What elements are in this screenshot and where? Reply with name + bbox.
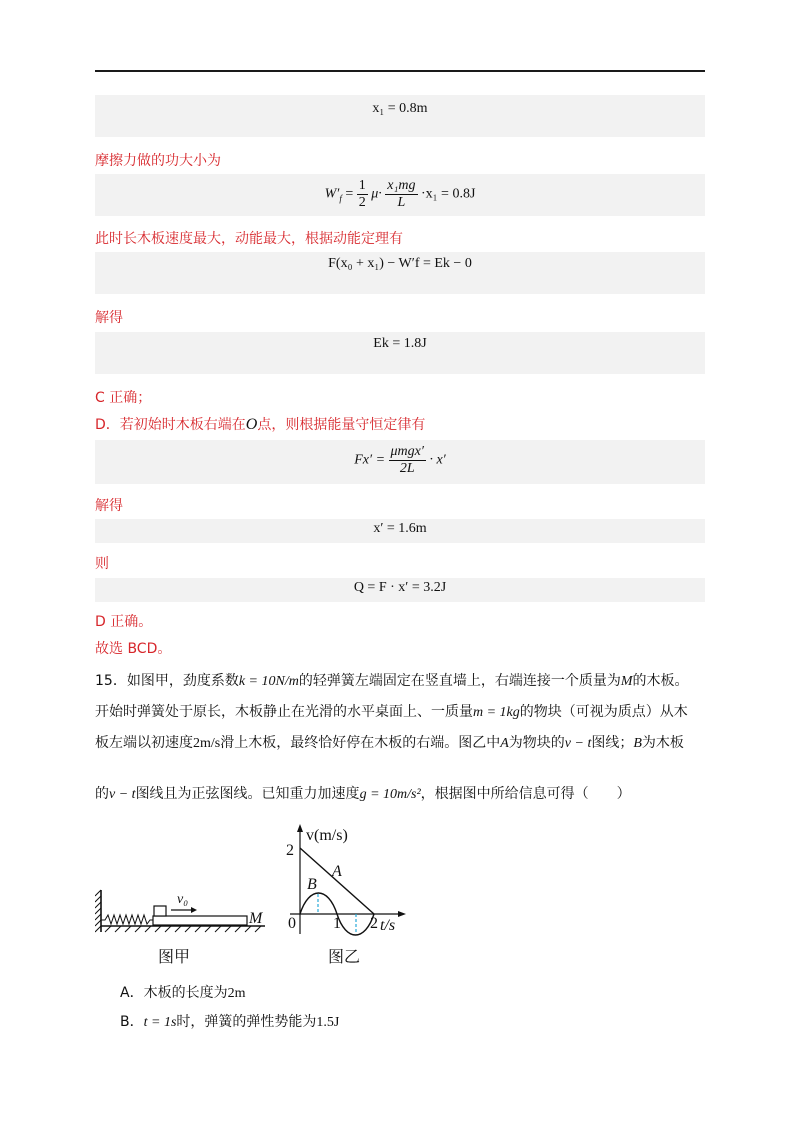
caption-fig-b: 图乙 [328, 947, 361, 966]
block [154, 906, 166, 916]
tick-x-1: 1 [333, 915, 341, 932]
problem-line-2: 开始时弹簧处于原长，木板静止在光滑的水平桌面上、一质量m = 1kg的物块（可视为质点）从木 [95, 704, 688, 720]
tick-origin: 0 [288, 915, 296, 932]
header-rule [95, 70, 705, 72]
tick-x-2: 2 [370, 915, 378, 932]
problem-line-1: 15．如图甲，劲度系数k = 10N/m的轻弹簧左端固定在竖直墙上，右端连接一个质量为M的木板。 [95, 673, 689, 689]
text-d-intro: D．若初始时木板右端在O点，则根据能量守恒定律有 [95, 416, 426, 433]
label-v0: v₀ [177, 892, 189, 907]
velocity-arrowhead [191, 907, 197, 913]
table-hatch [105, 926, 261, 932]
label-M: M [249, 910, 263, 927]
equation-energy: F(x₀ + x₁) − W′f = Ek − 0 [328, 256, 472, 271]
x-axis-arrow [398, 911, 406, 917]
problem-line-4: 的v − t图线且为正弦图线。已知重力加速度g = 10m/s²，根据图中所给信息可得（ ） [95, 786, 631, 802]
equation-box [95, 578, 705, 602]
equation-ek: Ek = 1.8J [373, 336, 427, 351]
text-solve: 解得 [95, 498, 123, 514]
equation-box [95, 95, 705, 137]
caption-fig-a: 图甲 [158, 947, 191, 966]
equation-x1: x₁ = 0.8m [372, 101, 428, 116]
equation-box [95, 332, 705, 374]
equation-box [95, 174, 705, 216]
text-friction-work: 摩擦力做的功大小为 [95, 153, 221, 169]
tick-y-2: 2 [286, 842, 294, 859]
option-b: B．t = 1s时，弹簧的弹性势能为1.5J [120, 1014, 340, 1030]
equation-xp: x′ = 1.6m [373, 521, 427, 536]
spring [101, 915, 153, 924]
text-then: 则 [95, 556, 109, 572]
problem-line-3: 板左端以初速度2m/s滑上木板，最终恰好停在木板的右端。图乙中A为物块的v − t图线；B为木板 [95, 735, 684, 751]
equation-q: Q = F · x′ = 3.2J [353, 580, 447, 595]
figure-vt-graph [276, 824, 416, 942]
text-max-speed: 此时长木板速度最大，动能最大，根据动能定理有 [95, 231, 403, 247]
equation-wf: $W'_f$ = $\frac{1}{2}$ μ· $\frac{\text{x₁mg}}{L}$ ·x₁ = 0.8J [324, 178, 476, 210]
equation-box [95, 440, 705, 484]
text-choose: 故选 BCD。 [95, 641, 172, 657]
y-axis-label: v(m/s) [306, 827, 348, 844]
label-A: A [332, 863, 342, 880]
figure-spring-board [95, 880, 275, 940]
equation-box [95, 252, 705, 294]
text-solve: 解得 [95, 310, 123, 326]
y-axis-arrow [297, 824, 303, 832]
text-d-correct: D 正确。 [95, 614, 153, 630]
option-a: A．木板的长度为2m [120, 985, 246, 1001]
x-axis-label: t/s [380, 917, 396, 934]
label-B: B [307, 876, 317, 893]
board [153, 916, 247, 925]
wall-hatch [95, 890, 101, 932]
equation-fx: Fx′ = $\frac{\text{μmgx′}}{2L}$ · x′ [354, 444, 446, 476]
text-c-correct: C 正确； [95, 390, 152, 406]
equation-box [95, 519, 705, 543]
